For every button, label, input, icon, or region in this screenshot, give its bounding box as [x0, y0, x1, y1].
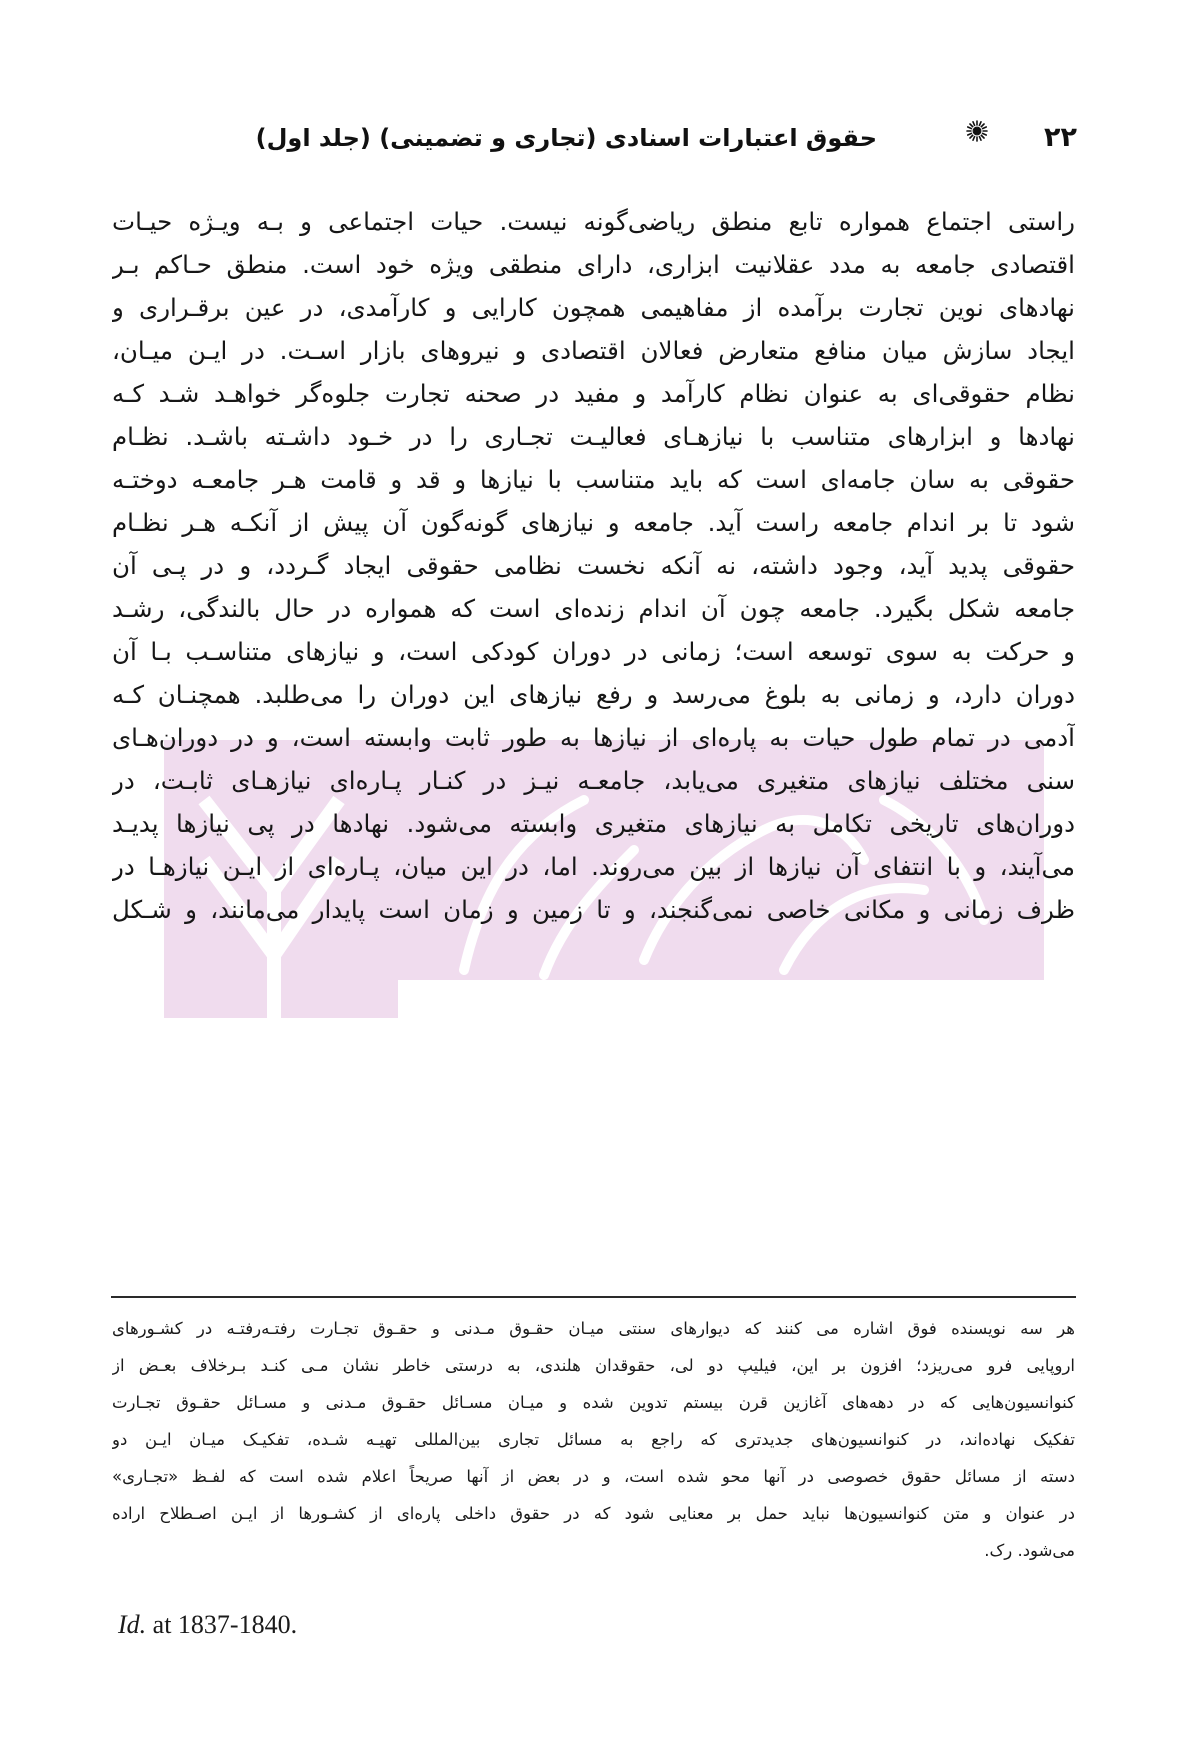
- body-line: حقوقی پدید آید، وجود داشته، نه آنکه نخست نظامی حقوقی ایجاد گـردد، و در پـی آن: [112, 551, 1075, 580]
- footnote-line: می‌شود. رک.: [984, 1541, 1075, 1560]
- body-line: آدمی در تمام طول حیات به پاره‌ای از نیازها به طور ثابت وابسته است، و در دوران‌هـای: [112, 723, 1075, 752]
- body-line: دوران دارد، و زمانی به بلوغ می‌رسد و رفع نیازهای این دوران را می‌طلبد. همچنـان کـه: [112, 680, 1075, 709]
- body-line: و حرکت به سوی توسعه است؛ زمانی در دوران کودکی است، و نیازهای متناسـب بـا آن: [112, 637, 1075, 666]
- footnote-line: تفکیک نهاده‌اند، در کنوانسیون‌های جدیدتری که راجع به مسائل تجاری بین‌المللی تهیـه شـده، تفکیـک میـان ایـن دو: [112, 1430, 1075, 1449]
- footnote-line: دسته از مسائل حقوق خصوصی در آنها محو شده است، و در بعض از آنها صریحاً اعلام شده است که لفـظ «تجـاری»: [112, 1467, 1075, 1486]
- citation-pages: at 1837-1840.: [146, 1610, 298, 1639]
- body-line: حقوقی به سان جامه‌ای است که باید متناسب با نیازها و قد و قامت هـر جامعـه دوختـه: [112, 465, 1075, 494]
- body-line: دوران‌های تاریخی تکامل به نیازهای متغیری وابسته می‌شود. نهادها در پی نیازها پدیـد: [112, 809, 1075, 838]
- asterisk-flower-ornament-icon: [966, 120, 988, 142]
- latin-citation: [118, 1610, 297, 1640]
- body-line: سنی مختلف نیازهای متغیری می‌یابد، جامعـه نیـز در کنـار پـاره‌ای نیازهـای ثابـت، در: [112, 766, 1075, 795]
- body-line: راستی اجتماع همواره تابع منطق ریاضی‌گونه نیست. حیات اجتماعی و بـه ویـژه حیـات: [112, 207, 1075, 236]
- footnote-line: کنوانسیون‌هایی که در دهه‌های آغازین قرن بیستم تدوین شده و میـان مسـائل حقـوق مـدنی و مسـائل حقـوق تجـارت: [112, 1393, 1075, 1412]
- body-line: نظام حقوقی‌ای به عنوان نظام کارآمد و مفید در صحنه تجارت جلوه‌گر خواهـد شـد کـه: [112, 379, 1075, 408]
- footnote-line: هر سه نویسنده فوق اشاره می کنند که دیوارهای سنتی میـان حقـوق مـدنی و حقـوق تجـارت رفتـه‌رفتـه در کشـورهای: [112, 1319, 1075, 1338]
- running-title: حقوق اعتبارات اسنادی (تجاری و تضمینی) (جلد اول): [255, 124, 877, 152]
- body-line: ظرف زمانی و مکانی خاصی نمی‌گنجند، و تا زمین و زمان است پایدار می‌مانند، و شـکل: [112, 895, 1075, 924]
- body-line: ایجاد سازش میان منافع متعارض فعالان اقتصادی و نیروهای بازار اسـت. در ایـن میـان،: [112, 336, 1075, 365]
- body-paragraph: [112, 200, 1075, 931]
- footnote-line: در عنوان و متن کنوانسیون‌ها نباید حمل بر معنایی شود که در حقوق داخلی پاره‌ای از کشـورها از ایـن اصـطلاح اراده: [112, 1504, 1075, 1523]
- watermark-gap: [398, 980, 1044, 1018]
- body-line: شود تا بر اندام جامعه راست آید. جامعه و نیازهای گونه‌گون آن پیش از آنکـه هـر نظـام: [112, 508, 1075, 537]
- running-header: [0, 118, 1195, 158]
- body-line: اقتصادی جامعه به مدد عقلانیت ابزاری، دارای منطقی ویژه خود است. منطق حـاکم بـر: [112, 250, 1075, 279]
- footnote-block: [112, 1310, 1075, 1569]
- citation-id-abbrev: Id.: [118, 1610, 147, 1639]
- body-line: می‌آیند، و با انتفای آن نیازها از بین می‌روند. اما، در این میان، پـاره‌ای از ایـن نیازهـا در: [112, 852, 1075, 881]
- body-line: جامعه شکل بگیرد. جامعه چون آن اندام زنده‌ای است که همواره در حال بالندگی، رشـد: [112, 594, 1075, 623]
- body-line: نهادها و ابزارهای متناسب با نیازهـای فعالیـت تجـاری را در خـود داشـته باشـد. نظـام: [112, 422, 1075, 451]
- footnote-line: اروپایی فرو می‌ریزد؛ افزون بر این، فیلیپ دو لی، حقوقدان هلندی، به درستی خاطر نشان مـی کنـد بـرخلاف بعـض از: [112, 1356, 1075, 1375]
- body-line: نهادهای نوین تجارت برآمده از مفاهیمی همچون کارایی و کارآمدی، در عین برقـراری و: [112, 293, 1075, 322]
- footnote-separator-rule: [111, 1296, 1076, 1298]
- page-number: ۲۲: [1044, 122, 1077, 153]
